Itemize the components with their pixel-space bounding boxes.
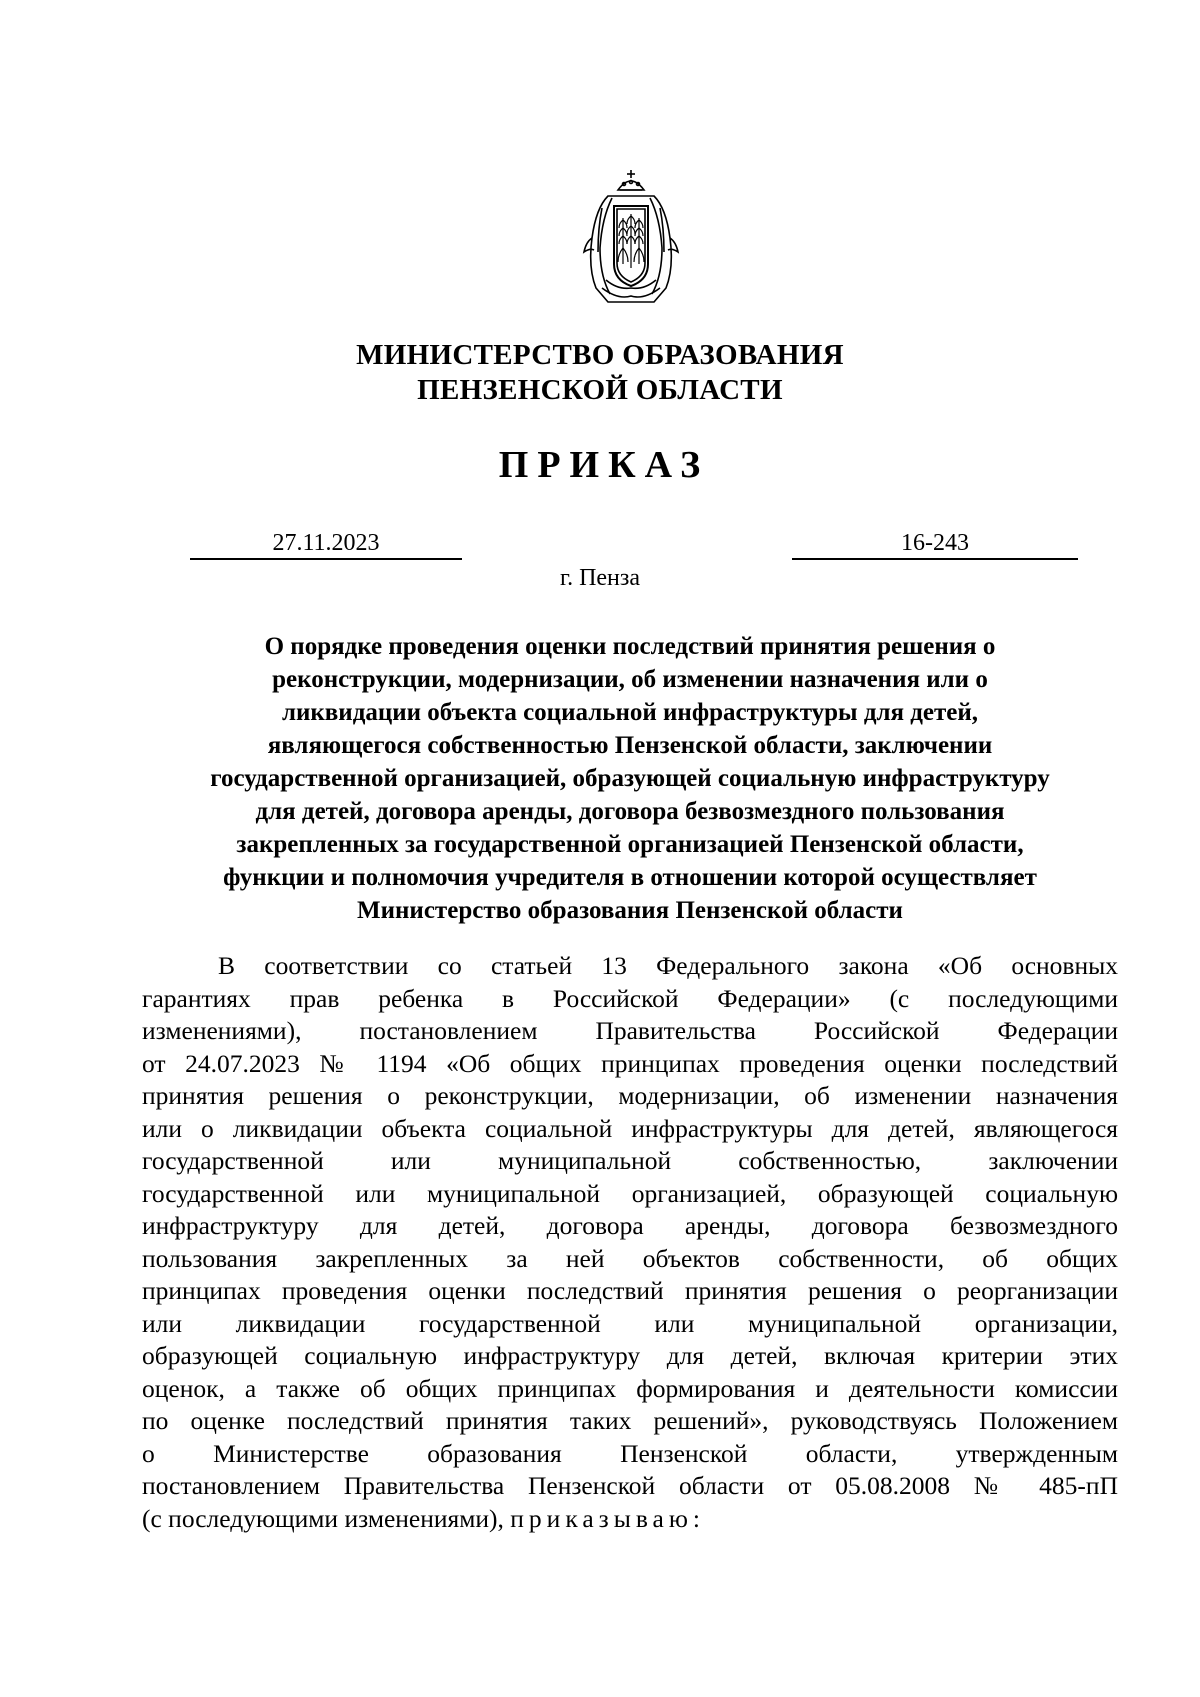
document-type: ПРИКАЗ [498, 444, 710, 486]
body-line: принципах проведения оценки последствий принятия решения о реорганизации [142, 1276, 1118, 1305]
title-line: О порядке проведения оценки последствий принятия решения о [264, 633, 996, 660]
body-line: образующей социальную инфраструктуру для детей, включая критерии этих [142, 1341, 1118, 1370]
body-last-prefix: (с последующими изменениями), [142, 1503, 511, 1533]
coat-of-arms-icon [578, 168, 684, 308]
body-line: гарантиях прав ребенка в Российской Федерации» (с последующими [142, 983, 1118, 1013]
order-title [142, 630, 1118, 927]
title-line: ликвидации объекта социальной инфраструктуры для детей, [281, 699, 979, 726]
title-line: реконструкции, модернизации, об изменении назначения или о [272, 666, 988, 693]
body-line: инфраструктуру для детей, договора аренды, договора безвозмездного [142, 1211, 1118, 1240]
body-line: В соответствии со статьей 13 Федерального закона «Об основных [218, 951, 1118, 980]
order-date: 27.11.2023 [190, 529, 462, 560]
body-line: государственной или муниципальной организацией, образующей социальную [142, 1178, 1118, 1208]
body-line: или ликвидации государственной или муниципальной организации, [142, 1308, 1118, 1338]
body-line: государственной или муниципальной собственностью, заключении [142, 1146, 1118, 1175]
title-line: Министерство образования Пензенской области [357, 897, 903, 924]
ministry-line-2: ПЕНЗЕНСКОЙ ОБЛАСТИ [417, 374, 783, 406]
order-word: приказываю: [510, 1503, 706, 1533]
body-line: изменениями), постановлением Правительства Российской Федерации [142, 1016, 1118, 1045]
body-line: оценок, а также об общих принципах формирования и деятельности комиссии [142, 1373, 1118, 1403]
title-line: являющегося собственностью Пензенской области, заключении [267, 732, 993, 759]
body-line: пользования закрепленных за ней объектов собственности, об общих [142, 1243, 1118, 1273]
title-line: закрепленных за государственной организацией Пензенской области, [236, 831, 1024, 858]
order-city: г. Пенза [559, 565, 641, 591]
body-line-last [142, 1503, 1118, 1536]
title-line: для детей, договора аренды, договора безвозмездного пользования [255, 798, 1005, 825]
ministry-line-1: МИНИСТЕРСТВО ОБРАЗОВАНИЯ [356, 339, 844, 371]
body-line: по оценке последствий принятия таких решений», руководствуясь Положением [142, 1406, 1118, 1435]
body-line: от 24.07.2023 № 1194 «Об общих принципах проведения оценки последствий [142, 1048, 1118, 1078]
order-number: 16-243 [792, 529, 1078, 560]
title-line: функции и полномочия учредителя в отношении которой осуществляет [223, 864, 1037, 891]
body-line: принятия решения о реконструкции, модернизации, об изменении назначения [142, 1081, 1118, 1110]
title-line: государственной организацией, образующей социальную инфраструктуру [210, 765, 1050, 792]
body-line: о Министерстве образования Пензенской области, утвержденным [142, 1438, 1118, 1468]
ministry-name [0, 338, 1200, 408]
body-line: постановлением Правительства Пензенской области от 05.08.2008 № 485-пП [142, 1471, 1118, 1500]
body-line: или о ликвидации объекта социальной инфраструктуры для детей, являющегося [142, 1113, 1118, 1143]
body-paragraph [142, 950, 1118, 1535]
